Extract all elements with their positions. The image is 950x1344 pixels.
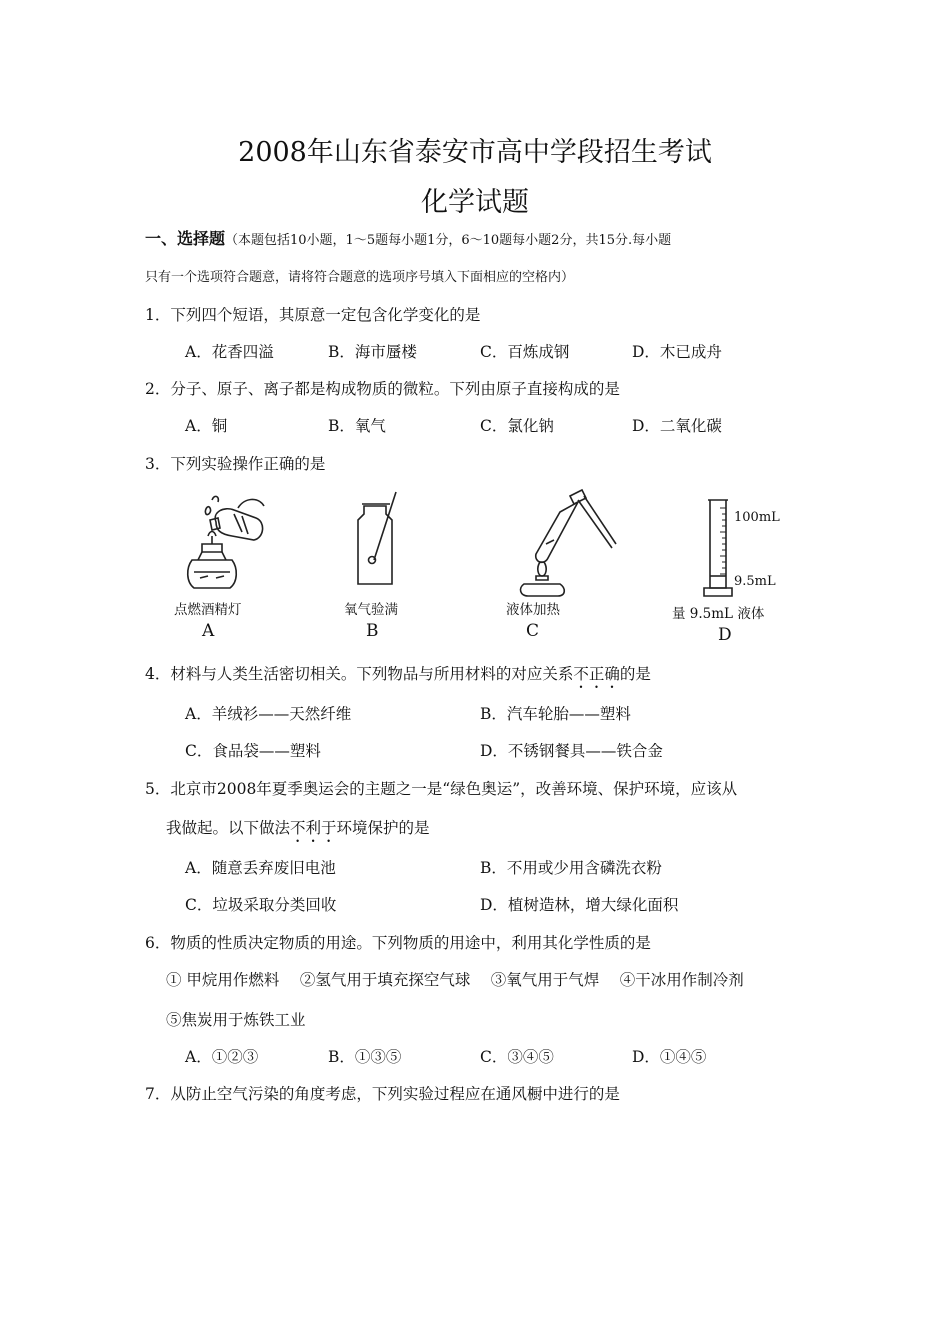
figure-a-letter: A <box>202 621 215 641</box>
figure-c-liquid-heating <box>508 488 618 598</box>
figure-b-oxygen-check <box>348 490 408 590</box>
figure-c-letter: C <box>526 621 540 641</box>
q1-option-a: A．花香四溢 <box>185 343 274 361</box>
q5-stem-line2 <box>166 816 430 846</box>
q5-option-a: A．随意丢弃废旧电池 <box>185 859 336 877</box>
exam-subtitle: 化学试题 <box>421 187 529 218</box>
figure-b-illustration <box>348 490 408 590</box>
figure-c-illustration <box>508 488 618 598</box>
q1-stem: 1．下列四个短语，其原意一定包含化学变化的是 <box>145 306 481 324</box>
q6-option-a: A．①②③ <box>185 1048 259 1066</box>
q5-stem-line1: 5．北京市2008年夏季奥运会的主题之一是“绿色奥运”，改善环境、保护环境，应该从 <box>145 780 738 798</box>
q4-stem-emphasis: 不正确 <box>573 665 620 683</box>
q5-stem-after: 环境保护的是 <box>336 819 430 837</box>
q5-option-d: D．植树造林，增大绿化面积 <box>480 896 679 914</box>
q6-items-line1: ① 甲烷用作燃料 ②氢气用于填充探空气球 ③氧气用于气焊 ④干冰用作制冷剂 <box>166 971 744 989</box>
q1-option-c: C．百炼成钢 <box>480 343 570 361</box>
q1-option-b: B．海市蜃楼 <box>328 343 417 361</box>
q3-stem: 3．下列实验操作正确的是 <box>145 455 326 473</box>
q1-option-d: D．木已成舟 <box>632 343 722 361</box>
q6-items-line2: ⑤焦炭用于炼铁工业 <box>166 1011 306 1029</box>
cylinder-bottom-label: 9.5mL <box>734 574 776 589</box>
figure-b-letter: B <box>366 621 379 641</box>
q5-stem-emphasis: 不利于 <box>290 819 337 837</box>
figure-a-lighting-lamp <box>172 492 272 597</box>
q6-stem: 6．物质的性质决定物质的用途。下列物质的用途中，利用其化学性质的是 <box>145 934 651 952</box>
figure-d-caption: 量 9.5mL 液体 <box>672 606 765 622</box>
q6-option-b: B．①③⑤ <box>328 1048 402 1066</box>
q7-stem: 7．从防止空气污染的角度考虑，下列实验过程应在通风橱中进行的是 <box>145 1085 620 1103</box>
q6-option-d: D．①④⑤ <box>632 1048 707 1066</box>
q4-stem-before: 4．材料与人类生活密切相关。下列物品与所用材料的对应关系 <box>145 665 574 683</box>
q5-stem-before: 我做起。以下做法 <box>166 819 291 837</box>
q4-option-a: A．羊绒衫——天然纤维 <box>185 705 352 723</box>
figure-d-letter: D <box>718 625 732 645</box>
q2-option-c: C．氯化钠 <box>480 417 554 435</box>
section1-header <box>145 226 671 249</box>
q5-option-b: B．不用或少用含磷洗衣粉 <box>480 859 662 877</box>
q5-option-c: C．垃圾采取分类回收 <box>185 896 337 914</box>
q4-option-b: B．汽车轮胎——塑料 <box>480 705 631 723</box>
q2-option-b: B．氧气 <box>328 417 386 435</box>
q4-option-d: D．不锈钢餐具——铁合金 <box>480 742 663 760</box>
q6-option-c: C．③④⑤ <box>480 1048 554 1066</box>
q2-option-a: A．铜 <box>185 417 228 435</box>
q4-stem <box>145 662 651 692</box>
figure-a-illustration <box>172 492 272 597</box>
figure-b-caption: 氧气验满 <box>344 602 398 618</box>
cylinder-top-label: 100mL <box>734 510 780 525</box>
figure-a-caption: 点燃酒精灯 <box>174 602 242 618</box>
section1-desc-line2: 只有一个选项符合题意，请将符合题意的选项序号填入下面相应的空格内） <box>145 270 575 285</box>
exam-title: 2008年山东省泰安市高中学段招生考试 <box>238 137 712 168</box>
section1-desc-line1: （本题包括10小题，1～5题每小题1分，6～10题每小题2分，共15分.每小题 <box>225 233 672 248</box>
figure-c-caption: 液体加热 <box>506 602 560 618</box>
section1-heading: 一、选择题 <box>145 229 226 248</box>
q4-option-c: C．食品袋——塑料 <box>185 742 321 760</box>
q2-option-d: D．二氧化碳 <box>632 417 722 435</box>
q2-stem: 2．分子、原子、离子都是构成物质的微粒。下列由原子直接构成的是 <box>145 380 620 398</box>
q4-stem-after: 的是 <box>619 665 651 683</box>
